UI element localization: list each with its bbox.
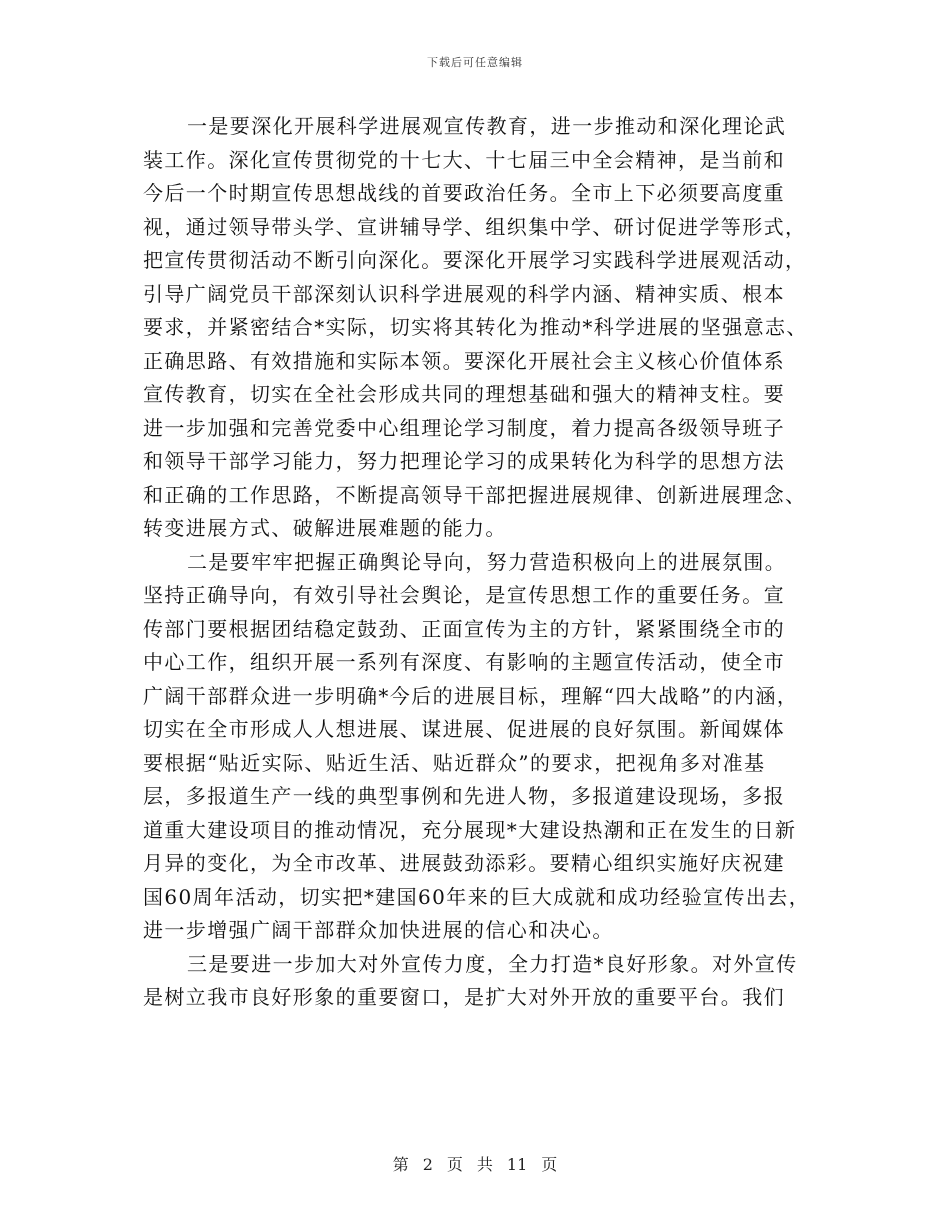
text-line: 层，多报道生产一线的典型事例和先进人物，多报道建设现场，多报 [143, 784, 785, 808]
text-line: 中心工作，组织开展一系列有深度、有影响的主题宣传活动，使全市 [143, 650, 785, 674]
page-number: 2 [422, 1155, 433, 1174]
text-line: 宣传教育，切实在全社会形成共同的理想基础和强大的精神支柱。要 [143, 382, 785, 406]
text-line: 进一步增强广阔干部群众加快进展的信心和决心。 [143, 918, 614, 942]
text-line: 一是要深化开展科学进展观宣传教育，进一步推动和深化理论武 [187, 114, 787, 138]
text-line: 三是要进一步加大对外宣传力度，全力打造*良好形象。对外宣传 [187, 951, 798, 976]
text-line: 视，通过领导带头学、宣讲辅导学、组织集中学、研讨促进学等形式， [143, 214, 807, 239]
text-line: 引导广阔党员干部深刻认识科学进展观的科学内涵、精神实质、根本 [143, 281, 785, 306]
text-line: 和正确的工作思路，不断提高领导干部把握进展规律、创新进展理念、 [143, 482, 807, 507]
text-line: 国60周年活动，切实把*建国60年来的巨大成就和成功经验宣传出去， [143, 884, 811, 909]
text-line: 正确思路、有效措施和实际本领。要深化开展社会主义核心价值体系 [143, 348, 785, 373]
text-line: 要求，并紧密结合*实际，切实将其转化为推动*科学进展的坚强意志、 [143, 315, 808, 339]
text-line: 道重大建设项目的推动情况，充分展现*大建设热潮和正在发生的日新 [143, 817, 797, 842]
paragraph-1 [143, 110, 807, 546]
text-line: 要根据“贴近实际、贴近生活、贴近群众”的要求，把视角多对准基 [143, 750, 766, 775]
total-pages: 11 [506, 1155, 528, 1174]
text-line: 把宣传贯彻活动不断引向深化。要深化开展学习实践科学进展观活动， [143, 248, 807, 272]
paragraph-3 [143, 948, 807, 1015]
page-header: 下载后可任意编辑 [427, 56, 523, 69]
text-line: 切实在全市形成人人想进展、谋进展、促进展的良好氛围。新闻媒体 [143, 717, 785, 741]
text-line: 二是要牢牢把握正确舆论导向，努力营造积极向上的进展氛围。 [187, 549, 787, 574]
paragraph-2 [143, 546, 811, 948]
total-unit: 页 [541, 1155, 558, 1174]
text-line: 广阔干部群众进一步明确*今后的进展目标，理解“四大战略”的内涵， [143, 683, 799, 708]
text-line: 装工作。深化宣传贯彻党的十七大、十七届三中全会精神，是当前和 [143, 147, 785, 172]
total-label: 共 [476, 1155, 493, 1174]
text-line: 是树立我市良好形象的重要窗口，是扩大对外开放的重要平台。我们 [143, 985, 785, 1009]
text-line: 和领导干部学习能力，努力把理论学习的成果转化为科学的思想方法 [143, 449, 785, 473]
text-line: 月异的变化，为全市改革、进展鼓劲添彩。要精心组织实施好庆祝建 [143, 851, 785, 875]
page-footer [0, 1152, 950, 1175]
text-line: 进一步加强和完善党委中心组理论学习制度，着力提高各级领导班子 [143, 415, 785, 440]
page-unit: 页 [446, 1155, 463, 1174]
text-line: 转变进展方式、破解进展难题的能力。 [143, 516, 507, 540]
text-line: 今后一个时期宣传思想战线的首要政治任务。全市上下必须要高度重 [143, 181, 785, 205]
document-body [143, 110, 811, 1015]
text-line: 传部门要根据团结稳定鼓劲、正面宣传为主的方针，紧紧围绕全市的 [143, 616, 785, 641]
page-label: 第 [392, 1155, 409, 1174]
text-line: 坚持正确导向，有效引导社会舆论，是宣传思想工作的重要任务。宣 [143, 583, 785, 607]
